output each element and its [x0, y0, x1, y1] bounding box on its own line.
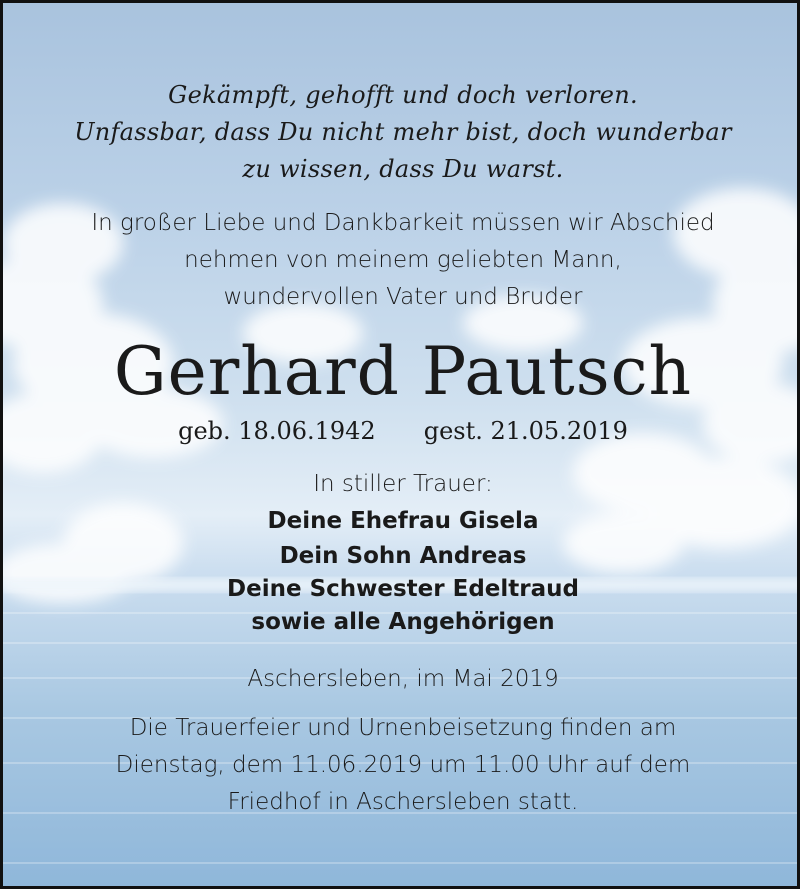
ceremony-line: Friedhof in Aschersleben statt. — [227, 789, 579, 815]
intro-line: In großer Liebe und Dankbarkeit müssen wir Abschied — [91, 210, 715, 236]
ceremony-line: Dienstag, dem 11.06.2019 um 11.00 Uhr auf dem — [115, 752, 691, 778]
life-dates — [3, 417, 800, 445]
mourner: Deine Ehefrau Gisela — [267, 508, 539, 534]
mourning-label: In stiller Trauer: — [313, 471, 493, 497]
place-date: Aschersleben, im Mai 2019 — [247, 666, 559, 692]
ceremony-line: Die Trauerfeier und Urnenbeisetzung finden am — [129, 715, 677, 741]
mourner: Dein Sohn Andreas — [279, 543, 527, 569]
mourner: Deine Schwester Edeltraud — [227, 576, 579, 602]
intro-line: wundervollen Vater und Bruder — [223, 284, 583, 310]
deceased-name: Gerhard Pautsch — [113, 333, 693, 410]
intro-line: nehmen von meinem geliebten Mann, — [184, 247, 622, 273]
quote-line: Unfassbar, dass Du nicht mehr bist, doch wunderbar — [74, 118, 732, 146]
quote-line: Gekämpft, gehofft und doch verloren. — [168, 81, 638, 109]
quote-line: zu wissen, dass Du warst. — [242, 155, 564, 183]
birth-date: geb. 18.06.1942 — [178, 417, 376, 445]
mourner: sowie alle Angehörigen — [251, 609, 555, 635]
death-date: gest. 21.05.2019 — [423, 417, 628, 445]
